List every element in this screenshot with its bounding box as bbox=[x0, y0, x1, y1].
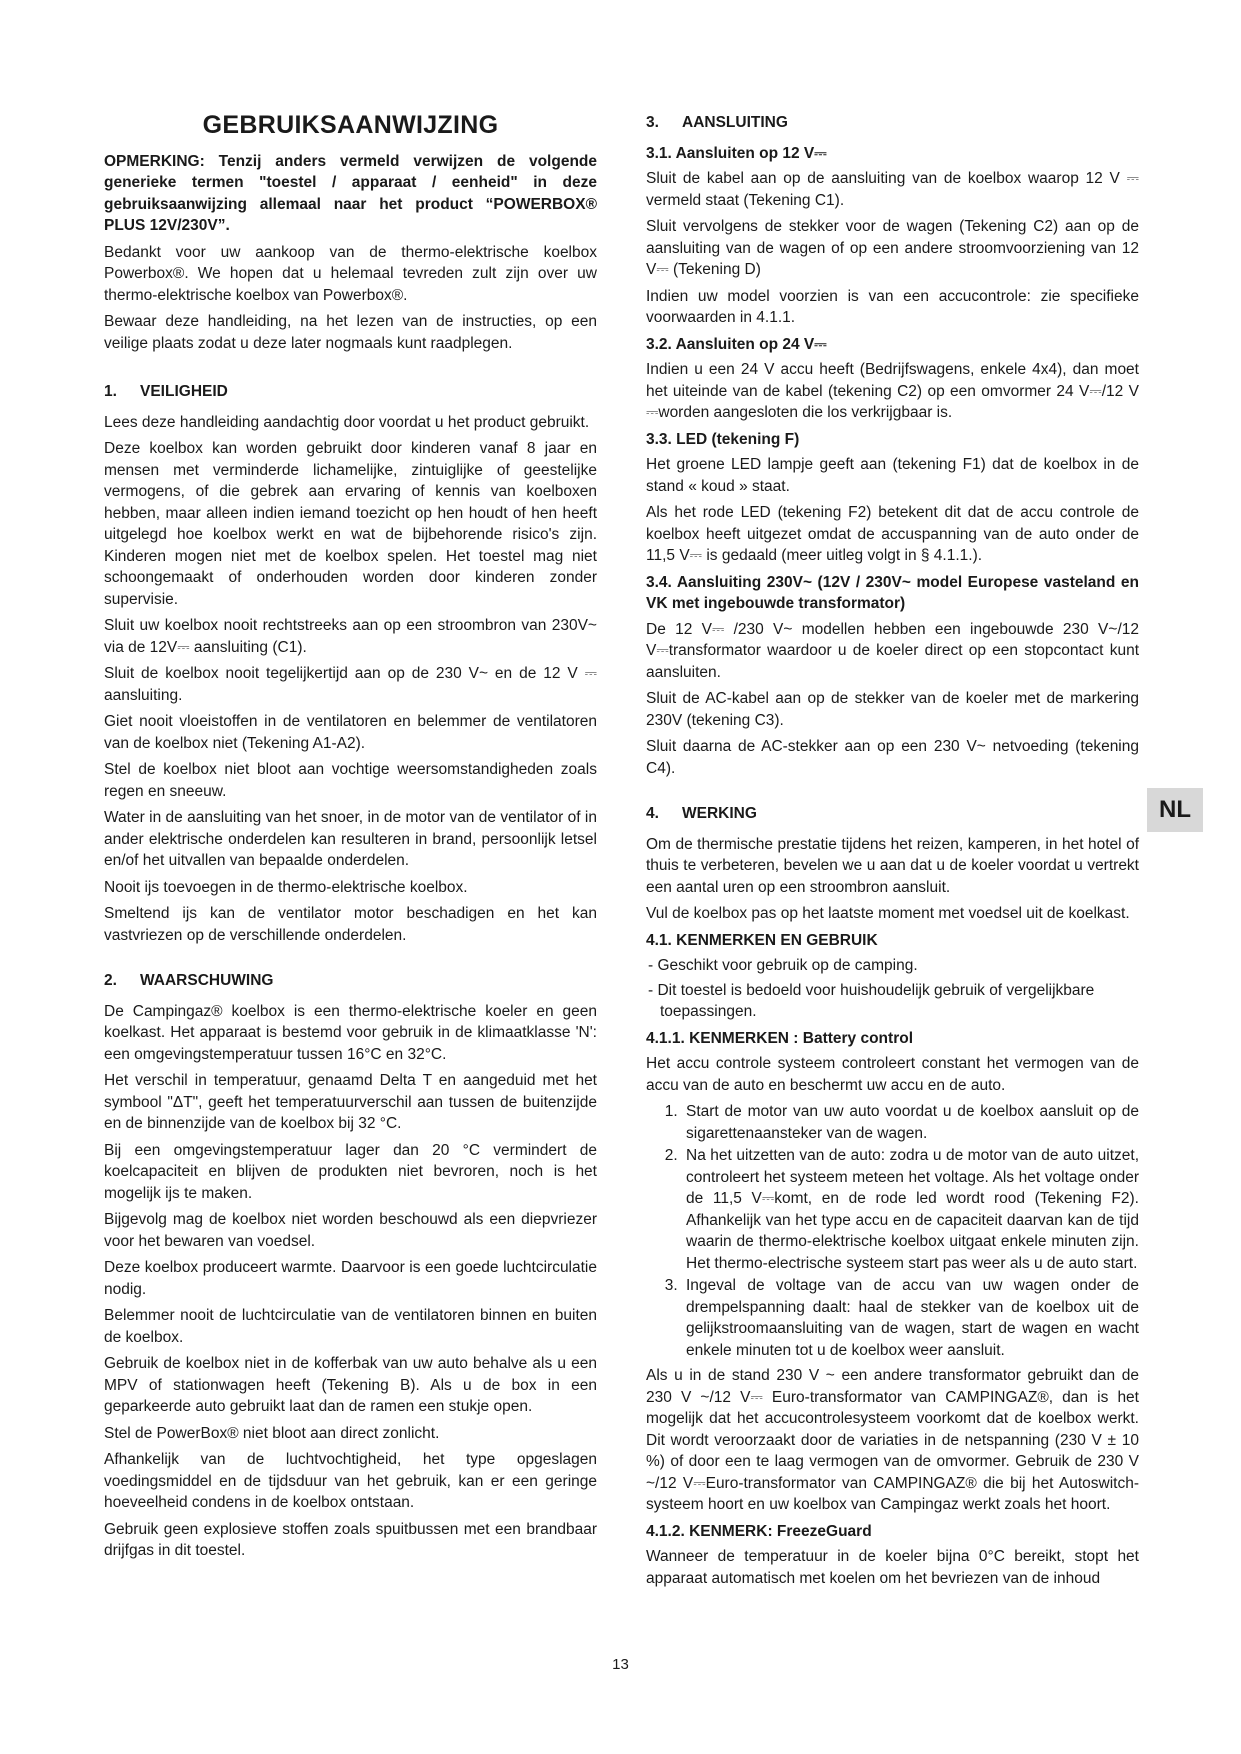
paragraph: Stel de PowerBox® niet bloot aan direct zonlicht. bbox=[104, 1424, 440, 1442]
paragraph: Sluit uw koelbox nooit rechtstreeks aan op een stroombron van 230V~ via de 12V⎓ aansluiting (C1). bbox=[104, 617, 597, 656]
paragraph: Indien u een 24 V accu heeft (Bedrijfswagens, enkele 4x4), dan moet het uiteinde van de kabel (tekening C2) op een omvormer 24 V⎓/12 V ⎓worden aangesloten die los verkrijgbaar is. bbox=[646, 361, 1139, 421]
paragraph: Deze koelbox produceert warmte. Daarvoor is een goede luchtcirculatie nodig. bbox=[104, 1259, 597, 1298]
intro-paragraph: Bedankt voor uw aankoop van de thermo-elektrische koelbox Powerbox®. We hopen dat u helemaal tevreden zult zijn over uw thermo-elektrische koelbox van Powerbox®. bbox=[104, 243, 597, 304]
paragraph: Sluit de kabel aan op de aansluiting van de koelbox waarop 12 V ⎓ vermeld staat (Tekening C1). bbox=[646, 170, 1139, 209]
paragraph: Lees deze handleiding aandachtig door voordat u het product gebruikt. bbox=[104, 413, 590, 431]
list-item: 3. Ingeval de voltage van de accu van uw wagen onder de drempelspanning daalt: haal de stekker van de koelbox uit de gelijkstroomaansluiting van de wagen, start de wagen en wacht enkele minuten tot u de koelbox weer aansluit. bbox=[682, 1275, 1139, 1361]
section-heading-werking: 4. WERKING bbox=[646, 805, 757, 822]
subsection-heading: 3.4. Aansluiting 230V~ (12V / 230V~ model Europese vasteland en VK met ingebouwde transformator) bbox=[646, 573, 1139, 612]
list-item: - Geschikt voor gebruik op de camping. bbox=[648, 957, 918, 974]
steps-list bbox=[646, 1101, 1139, 1361]
left-column bbox=[104, 112, 597, 1567]
paragraph: Als het rode LED (tekening F2) betekent dit dat de accu controle de koelbox heeft uitgezet omdat de accuspanning van de auto onder de 11,5 V⎓ is gedaald (meer uitleg volgt in § 4.1.1.). bbox=[646, 504, 1139, 564]
paragraph: Als u in de stand 230 V ~ een andere transformator gebruikt dan de 230 V ~/12 V⎓ Euro-transformator van CAMPINGAZ®, dan is het mogelijk dat het accucontrolesysteem voorkomt dat de koelbox werkt. Dit wordt veroorzaakt door de variaties in de netspanning (230 V ± 10 %) of door een te laag vermogen van de omvormer. Gebruik de 230 V ~/12 V⎓Euro-transformator van CAMPINGAZ® die bij het Autoswitch-systeem hoort en uw koelbox van Campingaz werkt zoals het hoort. bbox=[646, 1367, 1139, 1513]
section-heading-veiligheid: 1. VEILIGHEID bbox=[104, 383, 228, 400]
paragraph: Sluit daarna de AC-stekker aan op een 230 V~ netvoeding (tekening C4). bbox=[646, 738, 1139, 777]
section-heading-waarschuwing: 2. WAARSCHUWING bbox=[104, 972, 274, 989]
paragraph: Bij een omgevingstemperatuur lager dan 20 °C vermindert de koelcapaciteit en blijven de produkten niet bevroren, noch is het mogelijk ijs te maken. bbox=[104, 1141, 597, 1202]
paragraph: Het groene LED lampje geeft aan (tekening F1) dat de koelbox in de stand « koud » staat. bbox=[646, 456, 1139, 495]
paragraph: Vul de koelbox pas op het laatste moment met voedsel uit de koelkast. bbox=[646, 905, 1130, 922]
paragraph: Wanneer de temperatuur in de koeler bijna 0°C bereikt, stopt het apparaat automatisch met koelen om het bevriezen van de inhoud bbox=[646, 1548, 1139, 1587]
subsection-heading: 4.1. KENMERKEN EN GEBRUIK bbox=[646, 931, 878, 949]
paragraph: De Campingaz® koelbox is een thermo-elektrische koeler en geen koelkast. Het apparaat is bestemd voor gebruik in de klimaatklasse 'N': een omgevingstemperatuur tussen 16°C en 32°C. bbox=[104, 1002, 597, 1063]
list-item: 1. Start de motor van uw auto voordat u de koelbox aansluit op de sigarettenaansteker van de wagen. bbox=[682, 1101, 1139, 1144]
paragraph: De 12 V⎓ /230 V~ modellen hebben een ingebouwde 230 V~/12 V⎓transformator waardoor u de koeler direct op een stopcontact kunt aansluiten. bbox=[646, 620, 1139, 681]
paragraph: Smeltend ijs kan de ventilator motor beschadigen en het kan vastvriezen op de verschillende onderdelen. bbox=[104, 905, 597, 944]
subsection-heading: 3.3. LED (tekening F) bbox=[646, 430, 800, 448]
subsection-heading: 3.2. Aansluiten op 24 V⎓ bbox=[646, 335, 827, 353]
paragraph: Giet nooit vloeistoffen in de ventilatoren en belemmer de ventilatoren van de koelbox niet (Tekening A1-A2). bbox=[104, 713, 597, 752]
paragraph: Indien uw model voorzien is van een accucontrole: zie specifieke voorwaarden in 4.1.1. bbox=[646, 287, 1139, 326]
paragraph: Sluit de koelbox nooit tegelijkertijd aan op de 230 V~ en de 12 V ⎓ aansluiting. bbox=[104, 665, 597, 704]
right-column bbox=[646, 112, 1139, 1594]
subsection-heading: 4.1.2. KENMERK: FreezeGuard bbox=[646, 1522, 872, 1540]
page-title: GEBRUIKSAANWIJZING bbox=[202, 111, 499, 139]
features-list bbox=[646, 955, 1139, 1023]
paragraph: Het accu controle systeem controleert constant het vermogen van de accu van de auto en beschermt uw accu en de auto. bbox=[646, 1055, 1139, 1094]
note-paragraph: OPMERKING: Tenzij anders vermeld verwijzen de volgende generieke termen "toestel / apparaat / eenheid" in deze gebruiksaanwijzing allemaal naar het product “POWERBOX® PLUS 12V/230V”. bbox=[104, 152, 597, 234]
page-number: 13 bbox=[612, 1656, 629, 1673]
intro-paragraph: Bewaar deze handleiding, na het lezen van de instructies, op een veilige plaats zodat u deze later nogmaals kunt raadplegen. bbox=[104, 313, 597, 352]
list-item: - Dit toestel is bedoeld voor huishoudelijk gebruik of vergelijkbare toepassingen. bbox=[648, 981, 1095, 1020]
subsection-heading: 4.1.1. KENMERKEN : Battery control bbox=[646, 1029, 913, 1047]
paragraph: Bijgevolg mag de koelbox niet worden beschouwd als een diepvriezer voor het bewaren van voedsel. bbox=[104, 1211, 597, 1250]
language-tab: NL bbox=[1147, 788, 1203, 832]
paragraph: Stel de koelbox niet bloot aan vochtige weersomstandigheden zoals regen en sneeuw. bbox=[104, 761, 597, 800]
list-item: 2. Na het uitzetten van de auto: zodra u de motor van de auto uitzet, controleert het systeem meteen het voltage. Als het voltage onder de 11,5 V⎓komt, en de rode led wordt rood (Tekening F2). Afhankelijk van het type accu en de capaciteit daarvan kan de tijd waarin de thermo-elektrische koelbox uitgaat enkele minuten zijn. Het thermo-electrische systeem start pas weer als u de auto start. bbox=[682, 1145, 1139, 1274]
section-heading-aansluiting: 3. AANSLUITING bbox=[646, 114, 788, 131]
paragraph: Gebruik geen explosieve stoffen zoals spuitbussen met een brandbaar drijfgas in dit toestel. bbox=[104, 1520, 597, 1559]
paragraph: Water in de aansluiting van het snoer, in de motor van de ventilator of in ander elektrische onderdelen kan resulteren in brand, persoonlijk letsel en/of het uitvallen van bepaalde onderdelen. bbox=[104, 809, 597, 869]
paragraph: Belemmer nooit de luchtcirculatie van de ventilatoren binnen en buiten de koelbox. bbox=[104, 1307, 597, 1346]
paragraph: Sluit vervolgens de stekker voor de wagen (Tekening C2) aan op de aansluiting van de wagen of op een andere stroomvoorziening van 12 V⎓ (Tekening D) bbox=[646, 218, 1139, 278]
paragraph: Sluit de AC-kabel aan op de stekker van de koeler met de markering 230V (tekening C3). bbox=[646, 690, 1139, 729]
subsection-heading: 3.1. Aansluiten op 12 V⎓ bbox=[646, 144, 827, 162]
paragraph: Deze koelbox kan worden gebruikt door kinderen vanaf 8 jaar en mensen met verminderde lichamelijke, zintuiglijke of geestelijke vermogens, of die gebrek aan ervaring of kennis van koelboxen hebben, maar alleen indien iemand toezicht op hen houdt of hen heeft uitgelegd hoe koelbox werkt en wat de bijbehorende risico's zijn. Kinderen mogen niet met de koelbox spelen. Het toestel mag niet schoongemaakt of onderhouden worden door kinderen zonder supervisie. bbox=[104, 440, 597, 608]
paragraph: Om de thermische prestatie tijdens het reizen, kamperen, in het hotel of thuis te verbeteren, bevelen we u aan dat u de koeler voordat u vertrekt een aantal uren op een stroombron aansluit. bbox=[646, 835, 1139, 896]
paragraph: Nooit ijs toevoegen in de thermo-elektrische koelbox. bbox=[104, 878, 468, 896]
paragraph: Gebruik de koelbox niet in de kofferbak van uw auto behalve als u een MPV of stationwagen heeft (Tekening B). Als u de box in een geparkeerde auto gebruikt laat dan de ramen een stukje open. bbox=[104, 1355, 597, 1415]
paragraph: Het verschil in temperatuur, genaamd Delta T en aangeduid met het symbool "ΔT", geeft het temperatuurverschil aan tussen de buitenzijde en de binnenzijde van de koelbox bij 32 °C. bbox=[104, 1072, 597, 1132]
paragraph: Afhankelijk van de luchtvochtigheid, het type opgeslagen voedingsmiddel en de tijdsduur van het gebruik, kan er een geringe hoeveelheid condens in de koelbox ontstaan. bbox=[104, 1451, 597, 1511]
